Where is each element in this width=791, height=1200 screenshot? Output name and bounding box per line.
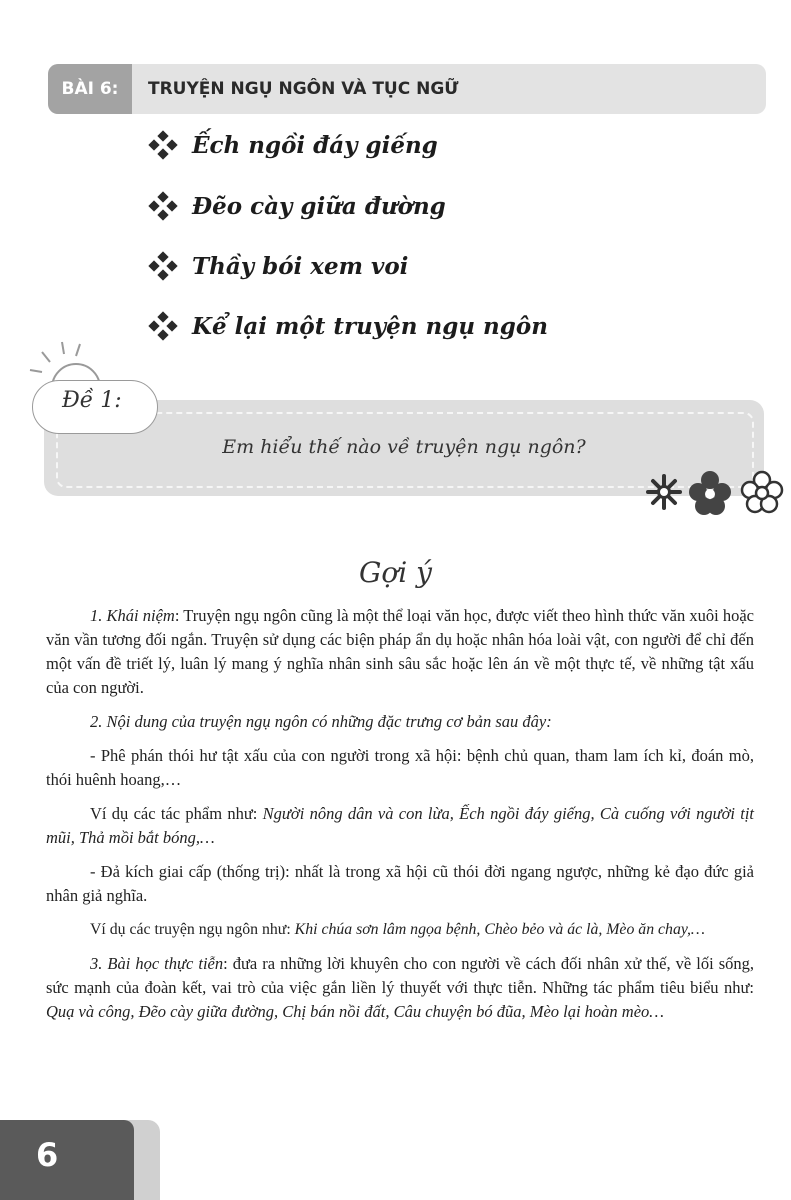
- topic-item: [150, 186, 446, 226]
- page-number: 6: [36, 1136, 59, 1174]
- flower-decoration-icon: [644, 470, 789, 520]
- paragraph: - Đả kích giai cấp (thống trị): nhất là trong xã hội cũ thói đời ngang ngược, những kẻ đạo đức giả nhân giả nghĩa.: [46, 862, 754, 905]
- paragraph: [46, 918, 754, 942]
- paragraph: 2. Nội dung của truyện ngụ ngôn có những đặc trưng cơ bản sau đây:: [90, 712, 552, 731]
- topic-label: Kể lại một truyện ngụ ngôn: [192, 312, 548, 340]
- paragraph-text: Ví dụ các tác phẩm như:: [90, 804, 263, 823]
- flower-icon: [689, 471, 731, 515]
- topic-label: Ếch ngồi đáy giếng: [192, 131, 438, 159]
- paragraph-text: Ví dụ các truyện ngụ ngôn như:: [90, 921, 295, 938]
- concept-heading: 1. Khái niệm: [90, 606, 175, 625]
- hint-title: Gợi ý: [359, 556, 432, 589]
- works-list: Khi chúa sơn lâm ngọa bệnh, Chèo bẻo và ác là, Mèo ăn chay,…: [294, 921, 705, 938]
- paragraph: [46, 604, 754, 700]
- paragraph-text: : Truyện ngụ ngôn cũng là một thể loại văn học, được viết theo hình thức văn xuôi hoặc văn vần tương đối ngắn. Truyện sử dụng các biện pháp ẩn dụ hoặc nhân hóa loài vật, con người để chỉ đến một vấn đề triết lý, luân lý mang ý nghĩa nhân sinh sâu sắc hoặc lên án về một thực tế, về những tật xấu của con người.: [46, 606, 754, 697]
- topic-item: [150, 246, 408, 286]
- topic-item: [150, 306, 548, 346]
- topic-item: [150, 125, 438, 165]
- paragraph: [46, 802, 754, 850]
- topic-label: Thầy bói xem voi: [192, 252, 409, 280]
- diamond-bullet-icon: [150, 193, 176, 219]
- chapter-title: TRUYỆN NGỤ NGÔN VÀ TỤC NGỮ: [148, 79, 459, 99]
- topic-label: Đẽo cày giữa đường: [192, 192, 446, 220]
- paragraph: [46, 952, 754, 1024]
- flower-icon: [742, 472, 782, 512]
- paragraph: - Phê phán thói hư tật xấu của con người trong xã hội: bệnh chủ quan, tham lam ích kỉ, đoán mò, thói huênh hoang,…: [46, 746, 754, 789]
- works-list: Quạ và công, Đẽo cày giữa đường, Chị bán nồi đất, Câu chuyện bó đũa, Mèo lại hoàn mèo…: [46, 1002, 664, 1021]
- page-tab: [0, 1120, 134, 1200]
- diamond-bullet-icon: [150, 132, 176, 158]
- diamond-bullet-icon: [150, 313, 176, 339]
- body-text: [46, 604, 754, 1034]
- works-list: Người nông dân và con lừa, Ếch ngồi đáy giếng, Cà cuống với người tịt mũi, Thả mồi bắt bóng,…: [46, 804, 754, 847]
- paragraph-text: : đưa ra những lời khuyên cho con người về cách đối nhân xử thế, về lối sống, sức mạnh của đoàn kết, vai trò của việc gắn liền lý thuyết với thực tiễn. Những tác phẩm tiêu biểu như:: [46, 954, 754, 997]
- flower-icon: [648, 476, 680, 508]
- exercise-label: Đề 1:: [62, 388, 122, 413]
- chapter-label: BÀI 6:: [48, 64, 132, 114]
- lesson-heading: 3. Bài học thực tiễn: [90, 954, 224, 973]
- question-text: Em hiểu thế nào về truyện ngụ ngôn?: [222, 436, 586, 458]
- diamond-bullet-icon: [150, 253, 176, 279]
